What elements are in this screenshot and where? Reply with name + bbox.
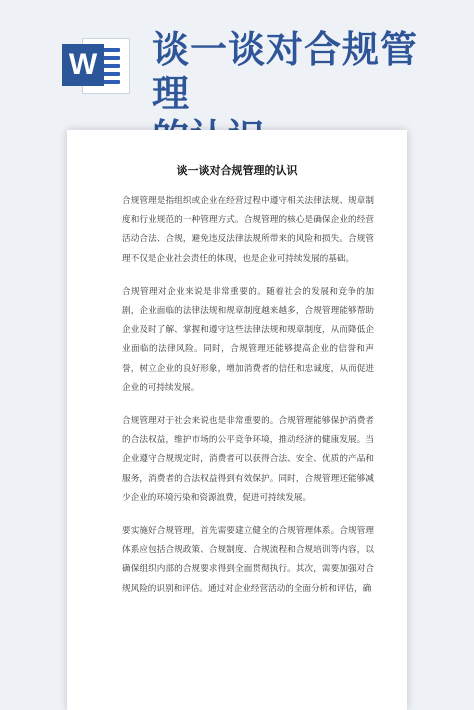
paragraph-3: 合规管理对于社会来说也是非常重要的。合规管理能够保护消费者的合法权益，维护市场的公平竞争环境，推动经济的健康发展。当企业遵守合规规定时，消费者可以获得合法、安全、优质的产品和服务，消费者的合法权益得到有效保护。同时，合规管理还能够减少企业的环境污染和资源浪费，促进可持续发展。 [122,416,374,503]
header-banner [0,0,474,120]
word-document-icon [62,34,132,96]
paragraph-4: 要实施好合规管理，首先需要建立健全的合规管理体系。合规管理体系应包括合规政策、合规制度、合规流程和合规培训等内容，以确保组织内部的合规要求得到全面贯彻执行。其次，需要加强对合规风险的识别和评估。通过对企业经营活动的全面分析和评估，确 [122,526,374,594]
paragraph-2: 合规管理对企业来说是非常重要的。随着社会的发展和竞争的加剧，企业面临的法律法规和规章制度越来越多，合规管理能够帮助企业及时了解、掌握和遵守这些法律法规和规章制度，从而降低企业面临的法律风险。同时，合规管理还能够提高企业的信誉和声誉，树立企业的良好形象，增加消费者的信任和忠诚度，从而促进企业的可持续发展。 [122,286,374,393]
page-title-line1: 谈一谈对合规管理 [152,28,418,115]
document-title: 谈一谈对合规管理的认识 [176,164,298,177]
document-body [122,192,374,613]
word-letter-badge: W [62,44,104,86]
document-page [67,130,407,710]
paragraph-1: 合规管理是指组织或企业在经营过程中遵守相关法律法规、规章制度和行业规范的一种管理方式。合规管理的核心是确保企业的经营活动合法、合规，避免违反法律法规所带来的风险和损失。合规管理不仅是企业社会责任的体现，也是企业可持续发展的基础。 [122,196,374,264]
